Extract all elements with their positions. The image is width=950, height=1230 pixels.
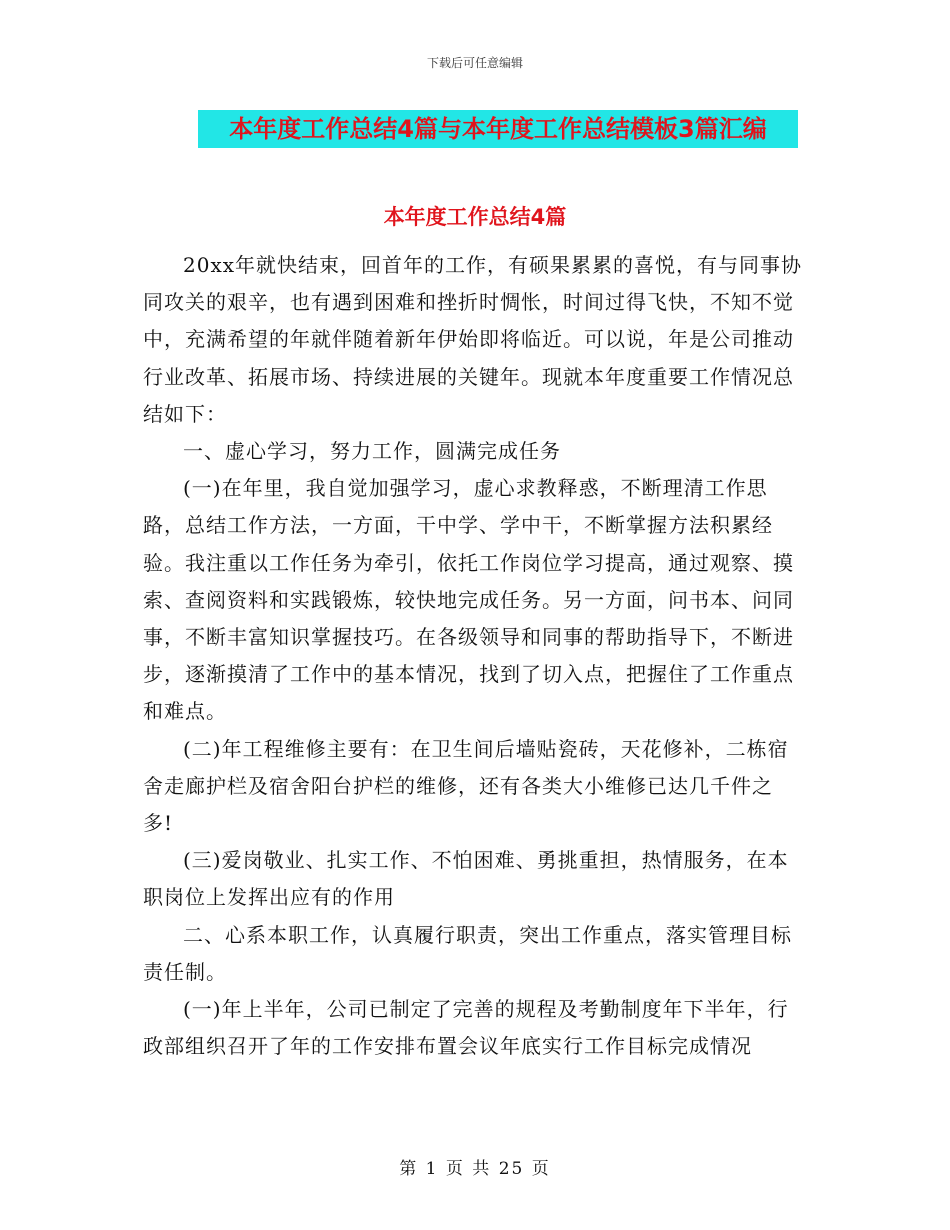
main-title: 本年度工作总结4篇与本年度工作总结模板3篇汇编	[229, 115, 767, 143]
paragraph-item-2-1: (一)年上半年，公司已制定了完善的规程及考勤制度年下半年，行政部组织召开了年的工作安排布置会议年底实行工作目标完成情况	[143, 997, 789, 1059]
main-title-highlight	[198, 110, 798, 148]
page-indicator: 第 1 页 共 25 页	[399, 1159, 551, 1179]
paragraph-intro: 20xx年就快结束，回首年的工作，有硕果累累的喜悦，有与同事协同攻关的艰辛，也有遇到困难和挫折时惆怅，时间过得飞快，不知不觉中，充满希望的年就伴随着新年伊始即将临近。可以说，年是公司推动行业改革、拓展市场、持续进展的关键年。现就本年度重要工作情况总结如下：	[143, 253, 803, 426]
header-note: 下载后可任意编辑	[426, 56, 523, 70]
paragraph-item-1-2: (二)年工程维修主要有：在卫生间后墙贴瓷砖，天花修补，二栋宿舍走廊护栏及宿舍阳台护栏的维修，还有各类大小维修已达几千件之多!	[143, 736, 789, 836]
section-title: 本年度工作总结4篇	[383, 205, 567, 229]
document-body	[143, 247, 803, 1065]
paragraph-item-1-1: (一)在年里，我自觉加强学习，虚心求教释惑，不断理清工作思路，总结工作方法，一方面，干中学、学中干，不断掌握方法积累经验。我注重以工作任务为牵引，依托工作岗位学习提高，通过观察、摸索、查阅资料和实践锻炼，较快地完成任务。另一方面，问书本、问同事，不断丰富知识掌握技巧。在各级领导和同事的帮助指导下，不断进步，逐渐摸清了工作中的基本情况，找到了切入点，把握住了工作重点和难点。	[143, 476, 794, 724]
paragraph-heading-2: 二、心系本职工作，认真履行职责，突出工作重点，落实管理目标责任制。	[143, 922, 792, 984]
paragraph-item-1-3: (三)爱岗敬业、扎实工作、不怕困难、勇挑重担，热情服务，在本职岗位上发挥出应有的作用	[143, 848, 789, 910]
paragraph-heading-1: 一、虚心学习，努力工作，圆满完成任务	[183, 439, 561, 464]
